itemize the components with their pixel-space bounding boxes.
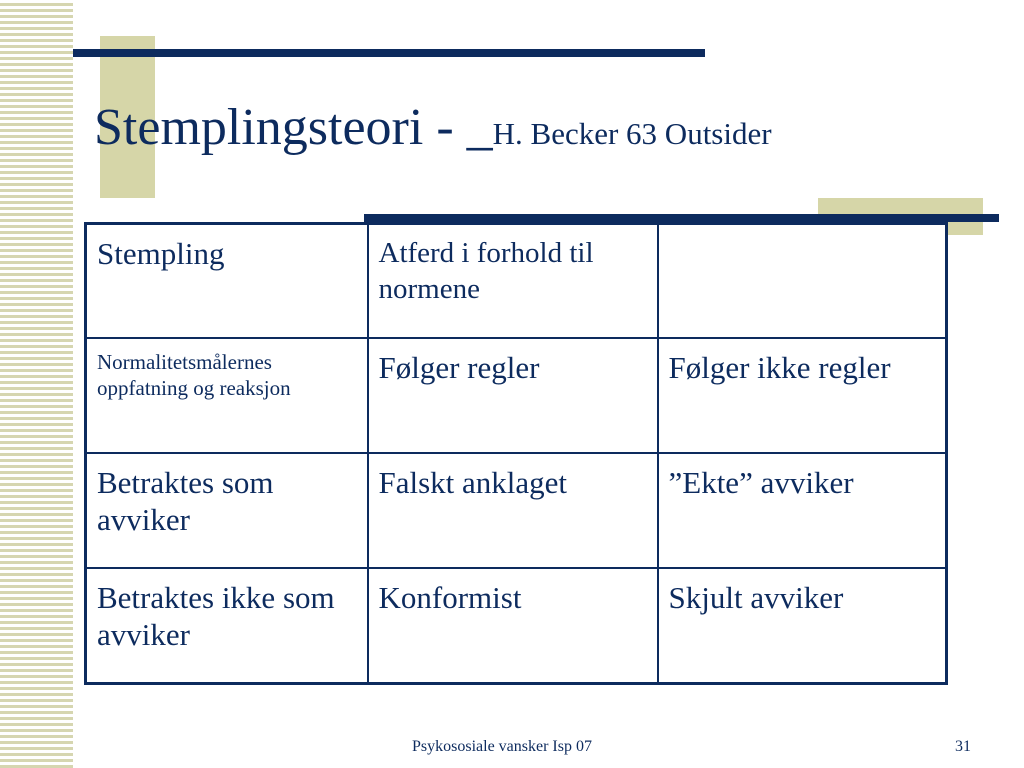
table-cell: Atferd i forhold til normene	[368, 224, 658, 338]
slide-title	[94, 98, 772, 157]
table-cell: ”Ekte” avviker	[658, 453, 947, 568]
table-cell: Skjult avviker	[658, 568, 947, 684]
table-accent-bar	[364, 214, 999, 222]
table-cell: Stempling	[86, 224, 368, 338]
table-cell: Betraktes som avviker	[86, 453, 368, 568]
page-number: 31	[955, 738, 971, 755]
table-cell: Betraktes ikke som avviker	[86, 568, 368, 684]
table-cell: Følger ikke regler	[658, 338, 947, 453]
labeling-table	[84, 222, 948, 685]
table-row	[86, 453, 947, 568]
table-row	[86, 224, 947, 338]
title-accent-bar	[73, 49, 705, 57]
decorative-stripes	[0, 0, 73, 768]
table-cell: Følger regler	[368, 338, 658, 453]
footer-text: Psykososiale vansker Isp 07	[412, 738, 592, 755]
table-cell	[658, 224, 947, 338]
slide-title-sub: H. Becker 63 Outsider	[492, 116, 772, 151]
table-cell: Falskt anklaget	[368, 453, 658, 568]
slide-title-main: Stemplingsteori - _	[94, 99, 493, 156]
table-row	[86, 338, 947, 453]
table-cell: Normalitetsmålernes oppfatning og reaksjon	[86, 338, 368, 453]
table-row	[86, 568, 947, 684]
table-cell: Konformist	[368, 568, 658, 684]
